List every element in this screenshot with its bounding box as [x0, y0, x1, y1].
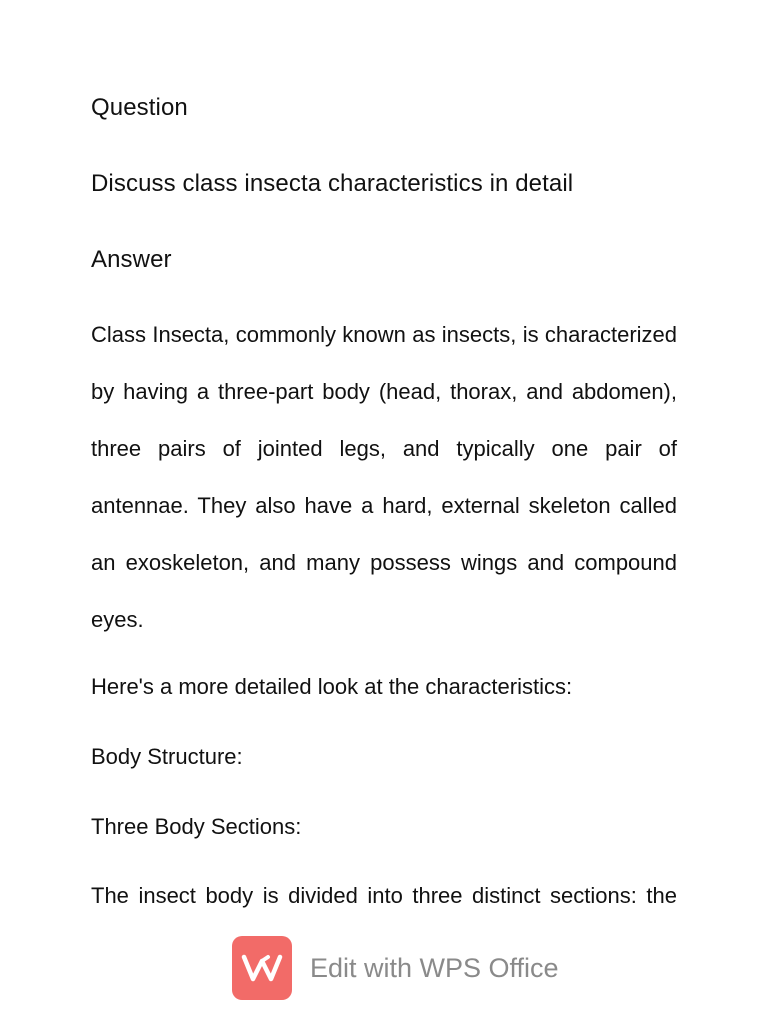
sections-text: The insect body is divided into three distinct sections: the: [91, 883, 677, 908]
answer-label: Answer: [91, 246, 172, 273]
wps-watermark[interactable]: [232, 936, 559, 1000]
question-text: Discuss class insecta characteristics in detail: [91, 170, 574, 197]
question-label: Question: [91, 94, 188, 121]
three-sections-heading: Three Body Sections:: [91, 814, 302, 839]
detail-intro: Here's a more detailed look at the characteristics:: [91, 674, 573, 699]
wps-watermark-text[interactable]: Edit with WPS Office: [310, 952, 559, 983]
wps-logo-icon: [232, 936, 292, 1000]
answer-paragraph: Class Insecta, commonly known as insects, is characterized by having a three-part body (head, thorax, and abdomen), three pairs of jointed legs, and typically one pair of antennae. They also have a hard, external skeleton called an exoskeleton, and many possess wings and compound eyes.: [91, 322, 677, 632]
body-structure-heading: Body Structure:: [91, 744, 243, 769]
